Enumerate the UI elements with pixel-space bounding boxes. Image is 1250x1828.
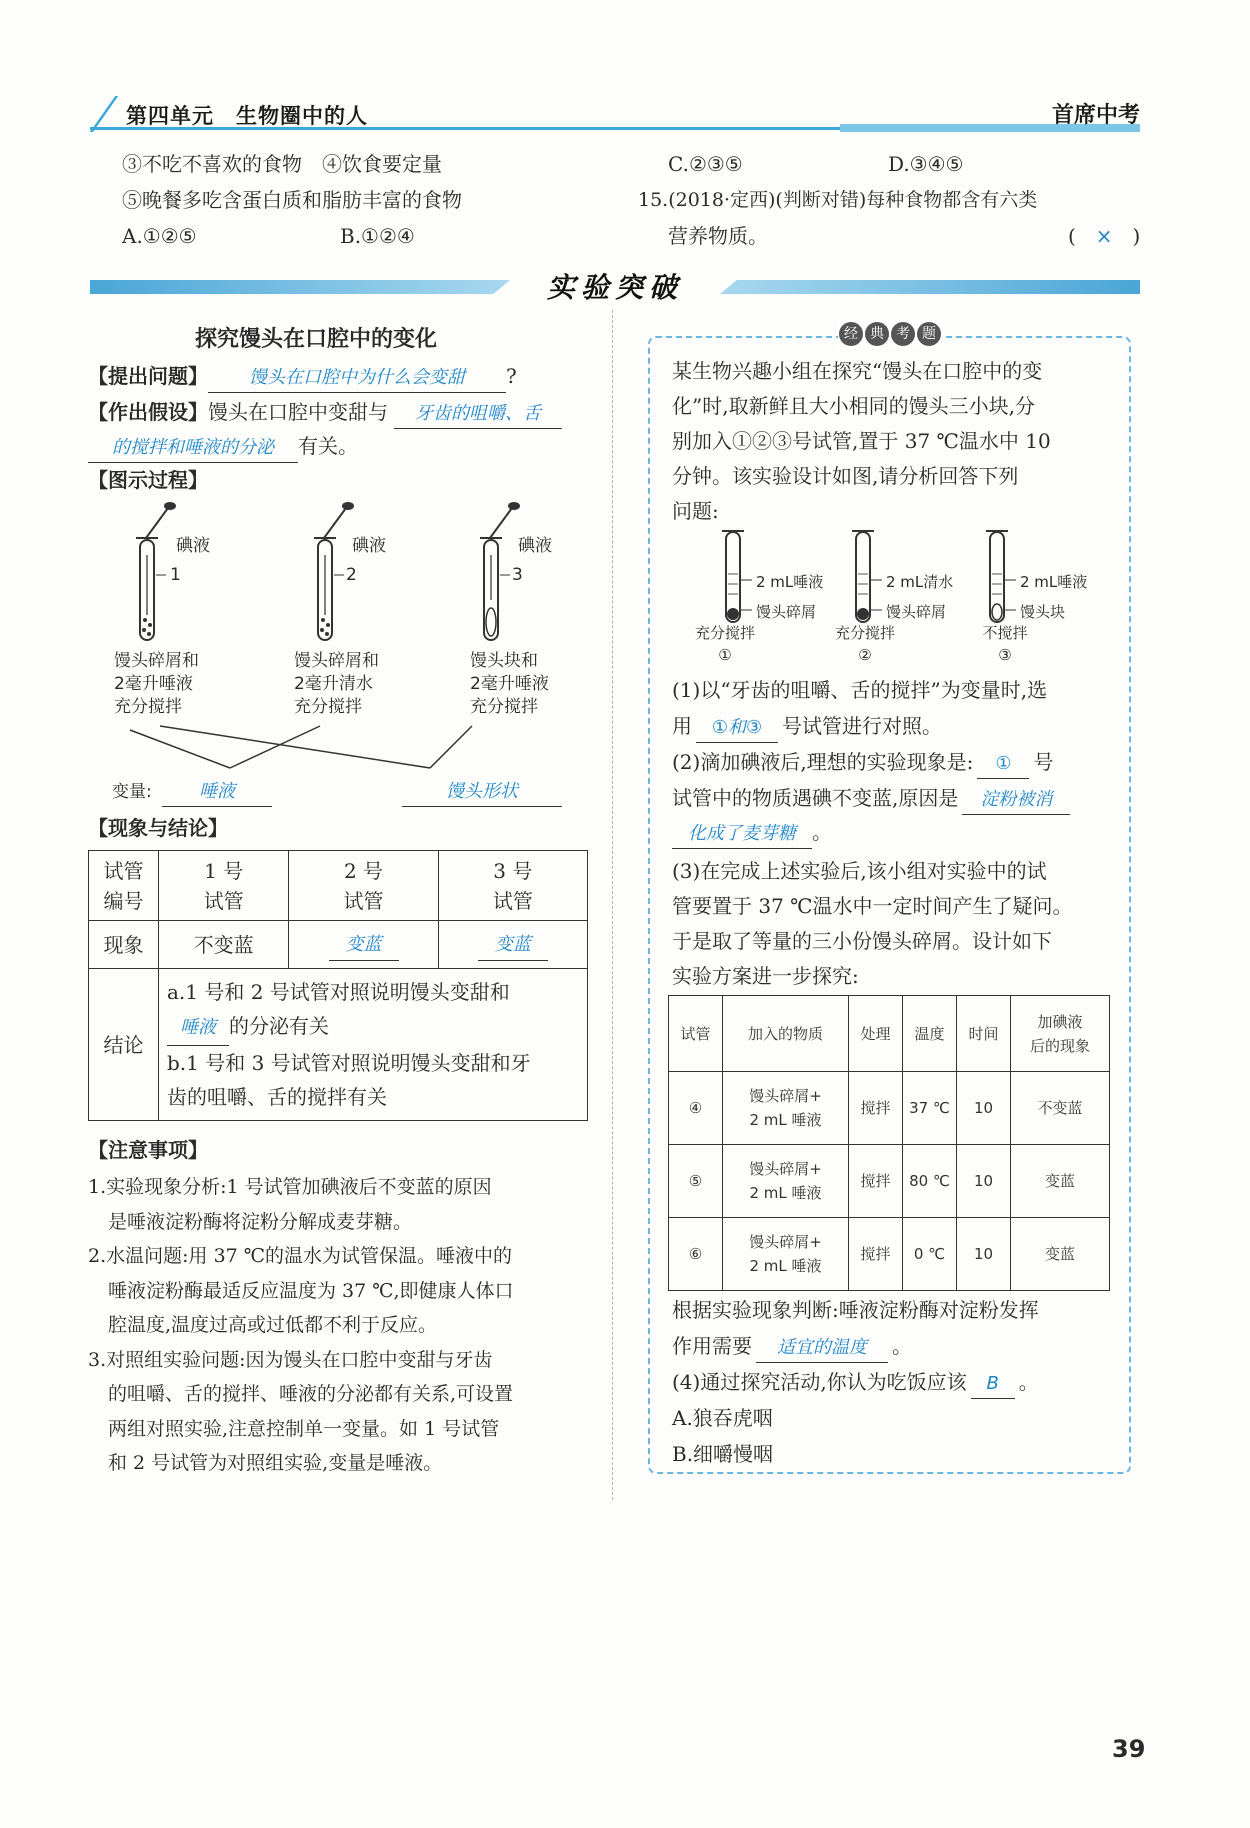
unit-title: 第四单元 生物圈中的人: [126, 104, 368, 128]
result-table: [88, 850, 588, 1121]
q4-option-a: A.狼吞虎咽: [672, 1406, 773, 1430]
q3-answer: 适宜的温度: [756, 1334, 888, 1363]
notes-label: 【注意事项】: [88, 1138, 208, 1162]
tube-cell: ④: [669, 1072, 723, 1145]
conclusion-b-line-2: 齿的咀嚼、舌的搅拌有关: [167, 1085, 387, 1109]
table-row: [89, 851, 588, 921]
choice-b: B.①②④: [340, 224, 415, 248]
conclusion-cell: [159, 969, 588, 1121]
q15-paren-close: ): [1132, 224, 1141, 248]
choice-a: A.①②⑤: [122, 224, 197, 248]
section-title: 实验突破: [546, 271, 683, 304]
q15-paren-open: (: [1068, 224, 1076, 248]
operation-cell: 搅拌: [849, 1145, 903, 1218]
classic-intro: [672, 354, 1051, 529]
hypothesis-row-1: [88, 398, 562, 429]
section-banner: [90, 268, 1140, 304]
conclusion-a-answer: 唾液: [167, 1011, 229, 1046]
operation-cell: 搅拌: [849, 1072, 903, 1145]
fig-1-solid: 馒头碎屑: [756, 603, 817, 621]
tube-3-desc-line-1: 馒头块和: [470, 651, 538, 671]
hypothesis-row-2: [88, 432, 358, 463]
fig-1-liquid: 2 mL唾液: [756, 573, 824, 591]
table-header-cell: 加入的物质: [723, 996, 849, 1072]
q1-line-2: 用 ①和③ 号试管进行对照。: [672, 712, 942, 743]
banner-right-stripe: [720, 280, 1140, 294]
hypothesis-label: 【作出假设】: [88, 400, 208, 424]
note-line: 2.水温问题:用 37 ℃的温水为试管保温。唾液中的: [88, 1245, 513, 1267]
classic-tube-1: [722, 531, 752, 622]
fig-3-liquid: 2 mL唾液: [1020, 573, 1088, 591]
note-line: 和 2 号试管为对照组实验,变量是唾液。: [108, 1452, 443, 1474]
time-cell: 10: [957, 1145, 1011, 1218]
conclusion-a-line-1: a.1 号和 2 号试管对照说明馒头变甜和: [167, 980, 510, 1004]
q15-line-2: 营养物质。: [668, 224, 768, 248]
phenomenon-1: 不变蓝: [159, 921, 289, 969]
classic-tube-3: [986, 531, 1016, 622]
result-cell: 变蓝: [1011, 1218, 1110, 1291]
q15-answer-paren: [1068, 222, 1140, 250]
time-cell: 10: [957, 1072, 1011, 1145]
temperature-cell: 80 ℃: [903, 1145, 957, 1218]
q15-answer: ×: [1095, 224, 1113, 248]
question-label: 【提出问题】: [88, 364, 208, 388]
variable-connector-lines: [130, 726, 472, 768]
intro-line: 问题:: [672, 499, 719, 523]
note-line: 1.实验现象分析:1 号试管加碘液后不变蓝的原因: [88, 1176, 492, 1198]
note-line: 是唾液淀粉酶将淀粉分解成麦芽糖。: [108, 1210, 413, 1233]
brand-title: 首席中考: [1051, 103, 1140, 128]
fig-2-liquid: 2 mL清水: [886, 573, 954, 591]
phenomenon-3-cell: [438, 921, 587, 969]
tube-cell: ⑤: [669, 1145, 723, 1218]
fig-3-solid: 馒头块: [1020, 603, 1066, 621]
phenomenon-2: 变蓝: [329, 930, 399, 961]
hypothesis-end: 有关。: [298, 434, 358, 458]
intro-line: 化”时,取新鲜且大小相同的馒头三小块,分: [672, 394, 1035, 418]
hypothesis-answer-2: 的搅拌和唾液的分泌: [88, 434, 298, 463]
q4-line: (4)通过探究活动,你认为吃饭应该 B 。: [672, 1368, 1039, 1399]
variable-answer-2: 馒头形状: [402, 778, 562, 807]
q2-answer-2: 淀粉被消: [962, 786, 1070, 815]
tube-3-number: 3: [512, 565, 523, 585]
option-line-1: ③不吃不喜欢的食物 ④饮食要定量: [122, 152, 442, 176]
temperature-table: [668, 995, 1110, 1291]
option-line-2: ⑤晚餐多吃含蛋白质和脂肪丰富的食物: [122, 188, 462, 212]
tube-3-reagent: 碘液: [518, 536, 552, 556]
result-cell: 变蓝: [1011, 1145, 1110, 1218]
tube-2-desc-line-1: 馒头碎屑和: [294, 651, 379, 671]
table-header-cell: 1 号 试管: [159, 851, 289, 921]
variable-answer-1: 唾液: [162, 778, 272, 807]
temperature-cell: 0 ℃: [903, 1218, 957, 1291]
table-row: [669, 1145, 1110, 1218]
badge-char: 考: [891, 322, 915, 346]
note-line: 腔温度,温度过高或过低都不利于反应。: [108, 1314, 438, 1336]
experiment-title: 探究馒头在口腔中的变化: [195, 327, 438, 352]
q2-line-2: 试管中的物质遇碘不变蓝,原因是 淀粉被消: [672, 784, 1070, 815]
tube-2-number: 2: [346, 565, 357, 585]
fig-2-caption: 充分搅拌 ②: [834, 624, 895, 664]
badge-char: 典: [865, 322, 889, 346]
tube-2-reagent: 碘液: [352, 536, 386, 556]
q1-line-1: (1)以“牙齿的咀嚼、舌的搅拌”为变量时,选: [672, 678, 1048, 702]
tube-2-description: [294, 650, 379, 719]
table-header-cell: 处理: [849, 996, 903, 1072]
fig-3-caption: 不搅拌 ③: [982, 624, 1028, 664]
note-line: 两组对照实验,注意控制单一变量。如 1 号试管: [108, 1417, 500, 1440]
table-row: [669, 996, 1110, 1072]
tube-1-reagent: 碘液: [176, 536, 210, 556]
badge-char: 经: [839, 322, 863, 346]
time-cell: 10: [957, 1218, 1011, 1291]
q3-conclusion-line-1: 根据实验现象判断:唾液淀粉酶对淀粉发挥: [672, 1298, 1039, 1322]
table-row: [89, 969, 588, 1121]
hypothesis-text: 馒头在口腔中变甜与: [208, 400, 388, 424]
q3-conclusion-line-2: 作用需要 适宜的温度 。: [672, 1332, 912, 1363]
tube-1-number: 1: [170, 565, 181, 585]
banner-left-stripe: [90, 280, 510, 294]
choice-c: C.②③⑤: [668, 152, 743, 176]
table-row: [669, 1072, 1110, 1145]
variable-label: 变量:: [112, 782, 152, 802]
phenomenon-2-cell: [289, 921, 438, 969]
q2-answer-3: 化成了麦芽糖: [672, 820, 812, 849]
q15-line-1: 15.(2018·定西)(判断对错)每种食物都含有六类: [638, 189, 1038, 211]
phenomenon-3: 变蓝: [478, 930, 548, 961]
table-header-cell: 2 号 试管: [289, 851, 438, 921]
conclusion-a-line-2: 唾液 的分泌有关: [167, 1009, 579, 1046]
substance-cell: 馒头碎屑+ 2 mL 唾液: [723, 1072, 849, 1145]
tube-cell: ⑥: [669, 1218, 723, 1291]
phenomenon-label: 现象: [89, 921, 159, 969]
conclusion-label: 结论: [89, 969, 159, 1121]
intro-line: 分钟。该实验设计如图,请分析回答下列: [672, 464, 1019, 488]
intro-line: 别加入①②③号试管,置于 37 ℃温水中 10: [672, 429, 1051, 453]
table-header-cell: 时间: [957, 996, 1011, 1072]
conclusion-b-line-1: b.1 号和 3 号试管对照说明馒头变甜和牙: [167, 1051, 531, 1075]
note-line: 唾液淀粉酶最适反应温度为 37 ℃,即健康人体口: [108, 1279, 514, 1302]
table-header-cell: 3 号 试管: [438, 851, 587, 921]
note-line: 3.对照组实验问题:因为馒头在口腔中变甜与牙齿: [88, 1348, 493, 1371]
page-number: 39: [1112, 1735, 1146, 1763]
tube-2-desc-line-3: 充分搅拌: [294, 697, 362, 717]
classic-tube-2: [852, 531, 882, 622]
q3-text: (3)在完成上述实验后,该小组对实验中的试 管要置于 37 ℃温水中一定时间产生了疑问。 于是取了等量的三小份馒头碎屑。设计如下 实验方案进一步探究:: [672, 859, 1073, 988]
classic-badge: [838, 320, 942, 348]
note-line: 的咀嚼、舌的搅拌、唾液的分泌都有关系,可设置: [108, 1383, 514, 1405]
tube-3-desc-line-2: 2毫升唾液: [470, 674, 549, 694]
tube-1-desc-line-2: 2毫升唾液: [114, 674, 193, 694]
choice-d: D.③④⑤: [888, 152, 964, 176]
page-header: [90, 96, 1140, 136]
diagram-label: 【图示过程】: [88, 468, 208, 492]
q2-line-1: (2)滴加碘液后,理想的实验现象是: ① 号: [672, 748, 1053, 779]
temperature-cell: 37 ℃: [903, 1072, 957, 1145]
result-cell: 不变蓝: [1011, 1072, 1110, 1145]
q2-line-3: 化成了麦芽糖 。: [672, 818, 832, 849]
question-mark: ?: [506, 364, 517, 388]
tube-3-desc-line-3: 充分搅拌: [470, 697, 538, 717]
tube-2-desc-line-2: 2毫升清水: [294, 674, 373, 694]
tube-1-desc-line-1: 馒头碎屑和: [114, 651, 199, 671]
table-row: [89, 921, 588, 969]
table-header-cell: 试管: [669, 996, 723, 1072]
question-answer: 馒头在口腔中为什么会变甜: [208, 364, 506, 393]
hypothesis-answer-1: 牙齿的咀嚼、舌: [394, 400, 562, 429]
substance-cell: 馒头碎屑+ 2 mL 唾液: [723, 1218, 849, 1291]
question-row: [88, 362, 517, 393]
intro-line: 某生物兴趣小组在探究“馒头在口腔中的变: [672, 359, 1043, 383]
table-header-cell: 温度: [903, 996, 957, 1072]
tube-3-description: [470, 650, 549, 719]
q4-option-b: B.细嚼慢咽: [672, 1442, 774, 1466]
table-header-cell: 试管 编号: [89, 851, 159, 921]
badge-char: 题: [917, 322, 941, 346]
table-header-cell: 加碘液 后的现象: [1011, 996, 1110, 1072]
tube-1-desc-line-3: 充分搅拌: [114, 697, 182, 717]
q1-answer: ①和③: [696, 714, 778, 743]
q4-answer: B: [971, 1370, 1015, 1399]
fig-2-solid: 馒头碎屑: [886, 603, 947, 621]
substance-cell: 馒头碎屑+ 2 mL 唾液: [723, 1145, 849, 1218]
table-row: [669, 1218, 1110, 1291]
result-label: 【现象与结论】: [88, 816, 228, 840]
notes-block: [88, 1170, 514, 1481]
column-divider: [612, 310, 613, 1500]
fig-1-caption: 充分搅拌 ①: [694, 624, 755, 664]
q2-answer-1: ①: [977, 750, 1029, 779]
operation-cell: 搅拌: [849, 1218, 903, 1291]
tube-1-description: [114, 650, 199, 719]
